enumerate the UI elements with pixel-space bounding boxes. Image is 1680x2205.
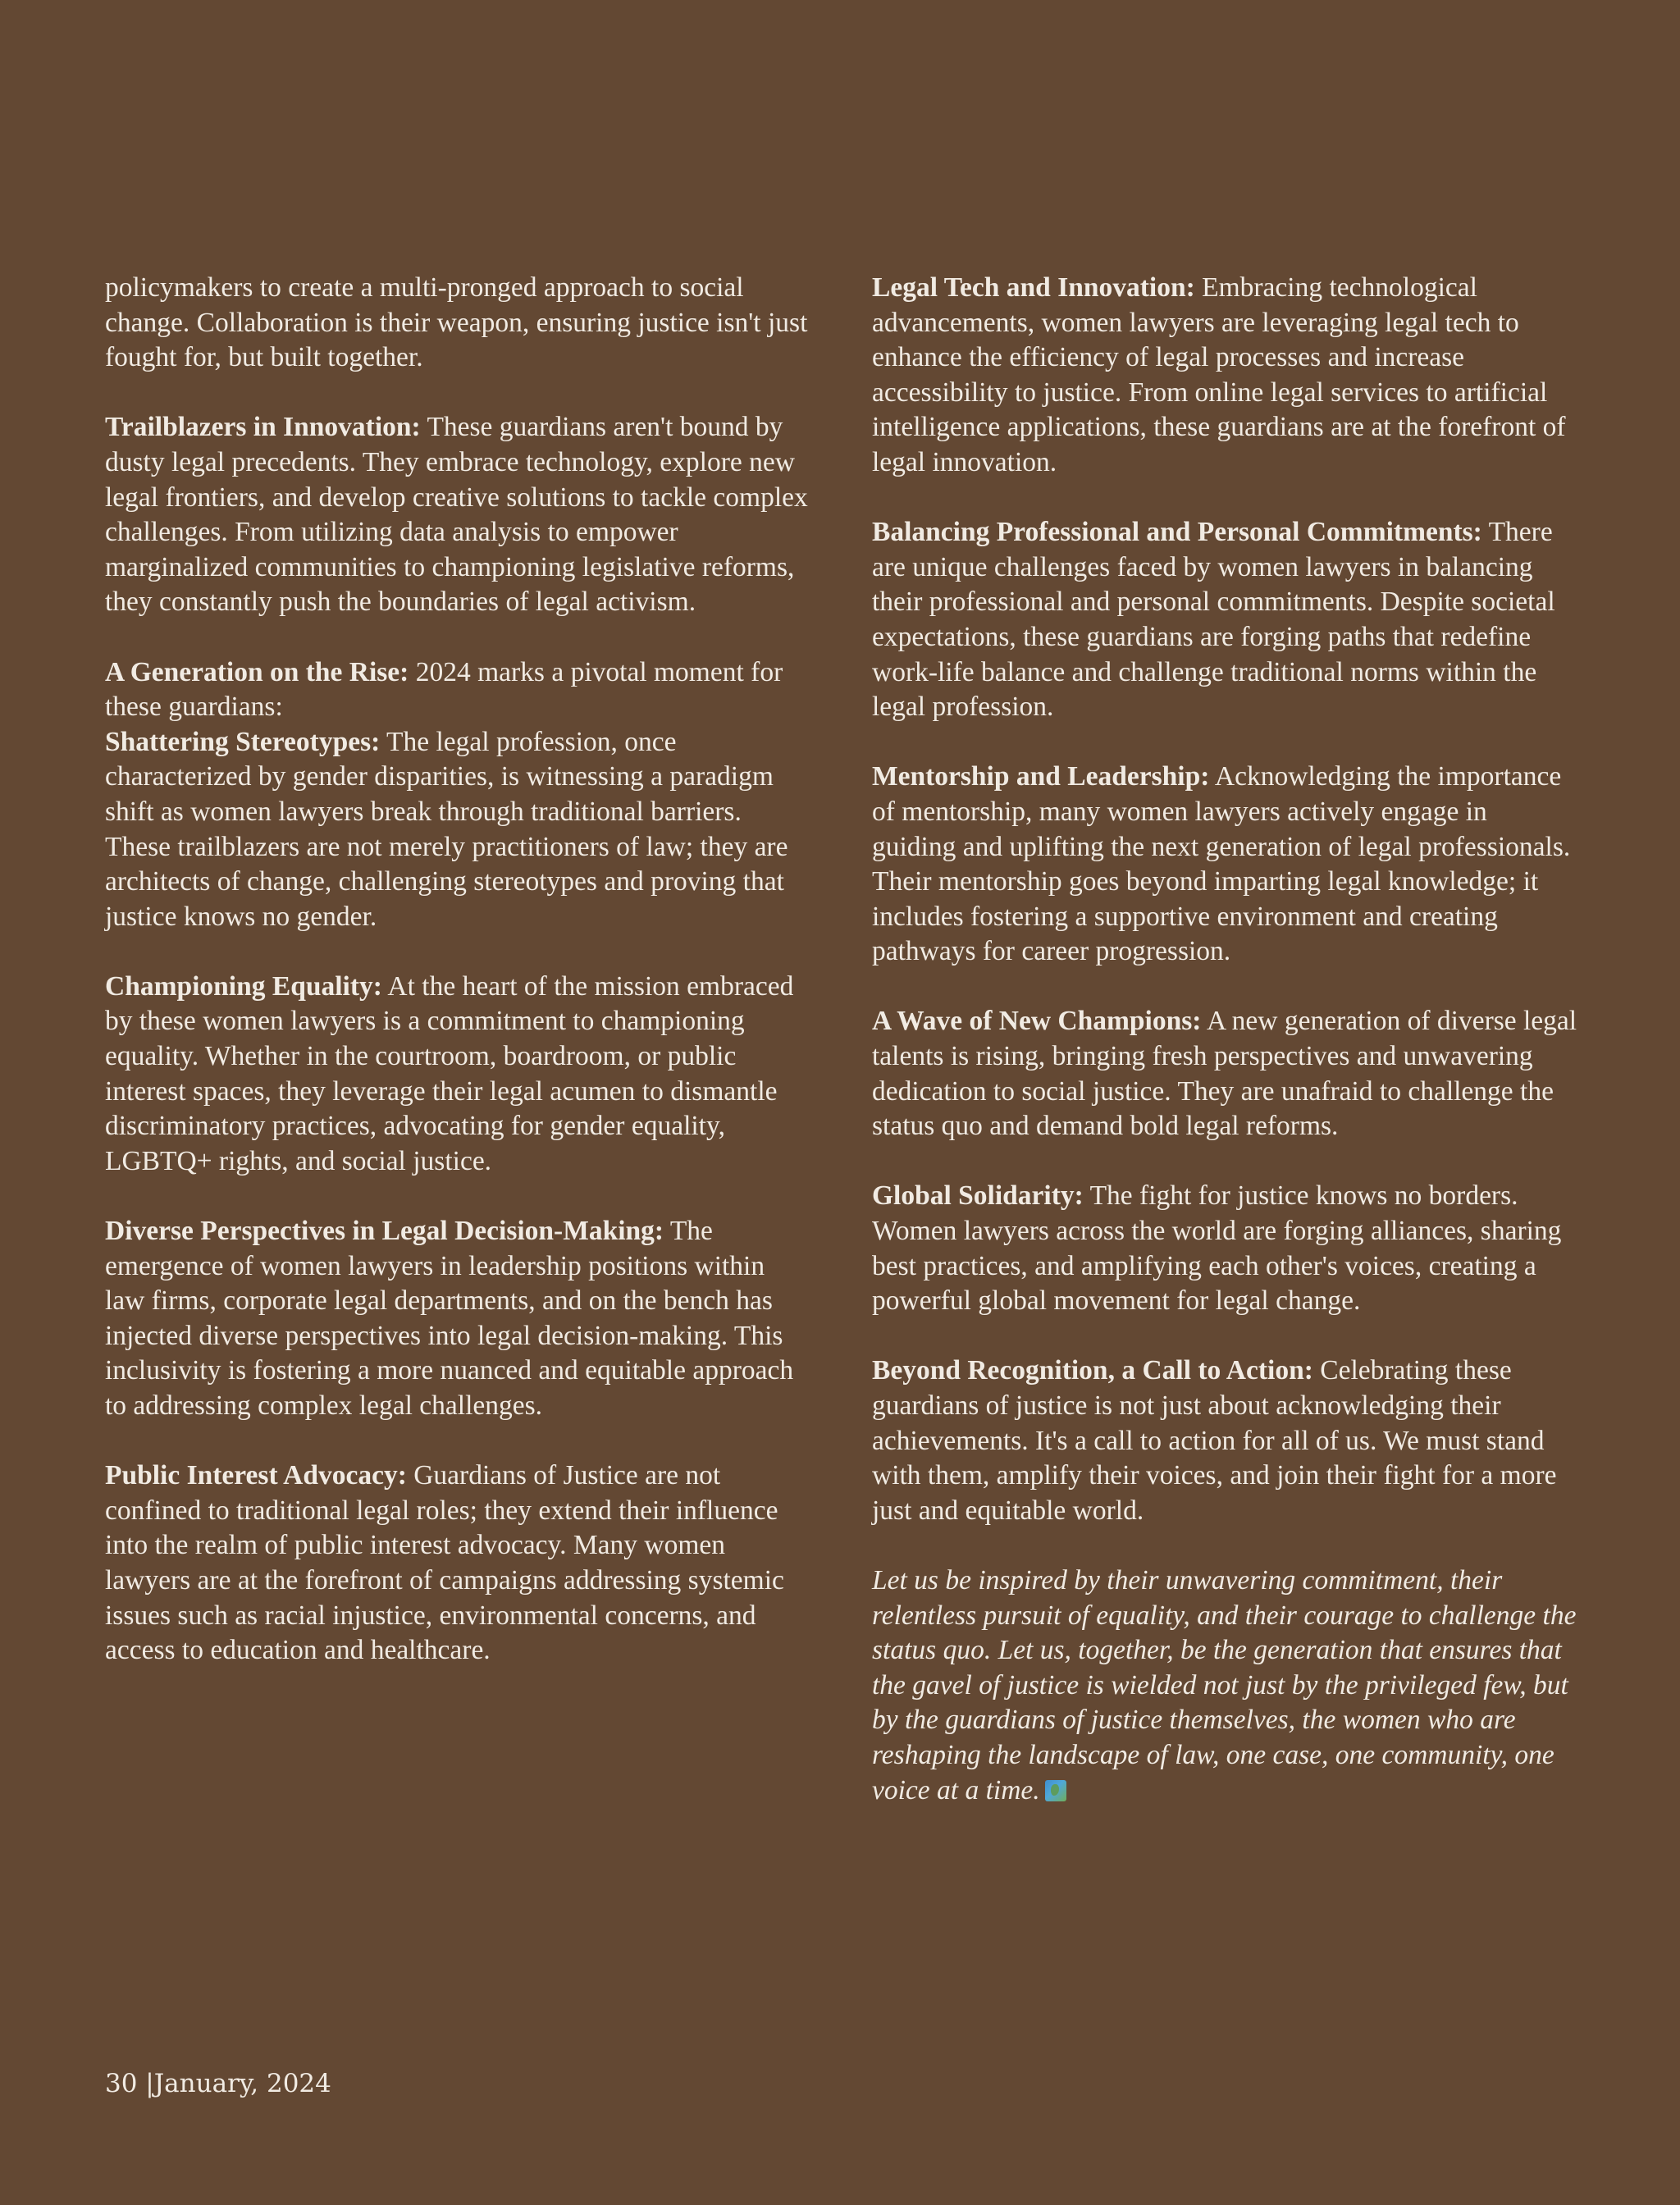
paragraph-text: policymakers to create a multi-pronged approach to social change. Collaboration is their weapon, ensuring justice isn't just fought for, but built together. [105,272,808,373]
left-column [105,271,810,1703]
paragraph-heading: Shattering Stereotypes: [105,726,381,757]
paragraph-text: The emergence of women lawyers in leadership positions within law firms, corporate legal departments, and on the bench has injected diverse perspectives into legal decision-making. This inclusivity is fostering a more nuanced and equitable approach to addressing complex legal challenges. [105,1216,794,1421]
paragraph-text: The fight for justice knows no borders. Women lawyers across the world are forging alliances, sharing best practices, and amplifying each other's voices, creating a powerful global movement for legal change. [872,1180,1562,1317]
closing-statement [872,1564,1577,1808]
page-footer: 30 |January, 2024 [105,2069,331,2098]
paragraph-legal-tech [872,271,1577,481]
paragraph-heading: A Wave of New Champions: [872,1006,1202,1037]
paragraph-heading: Public Interest Advocacy: [105,1460,407,1491]
paragraph-text: There are unique challenges faced by women lawyers in balancing their professional and personal commitments. Despite societal expectations, these guardians are forging paths that redefine work-life balance and challenge traditional norms within the legal profession. [872,517,1555,723]
paragraph-heading: Legal Tech and Innovation: [872,272,1195,303]
paragraph-public-interest [105,1459,810,1669]
paragraph-balancing-commitments [872,515,1577,725]
paragraph-text: These guardians aren't bound by dusty legal precedents. They embrace technology, explore new legal frontiers, and develop creative solutions to tackle complex challenges. From utilizing data analysis to empower marginalized communities to championing legislative reforms, they constantly push the boundaries of legal activism. [105,412,808,618]
paragraph-collaboration [105,271,810,376]
paragraph-heading: Diverse Perspectives in Legal Decision-Making: [105,1216,664,1247]
paragraph-mentorship [872,760,1577,970]
paragraph-text: A new generation of diverse legal talents is rising, bringing fresh perspectives and unwavering dedication to social justice. They are unafraid to challenge the status quo and demand bold legal reforms. [872,1006,1577,1142]
paragraph-text: At the heart of the mission embraced by these women lawyers is a commitment to championing equality. Whether in the courtroom, boardroom, or public interest spaces, they leverage their legal acumen to dismantle discriminatory practices, advocating for gender equality, LGBTQ+ rights, and social justice. [105,970,794,1176]
globe-icon [1045,1780,1066,1801]
paragraph-text: 2024 marks a pivotal moment for these guardians: [105,656,783,723]
paragraph-text: Celebrating these guardians of justice is not just about acknowledging their achievements. It's a call to action for all of us. We must stand with them, amplify their voices, and join their fight for a more just and equitable world. [872,1355,1557,1526]
paragraph-global-solidarity [872,1179,1577,1318]
paragraph-diverse-perspectives [105,1214,810,1424]
paragraph-new-champions [872,1004,1577,1144]
paragraph-call-to-action [872,1354,1577,1528]
closing-text: Let us be inspired by their unwavering commitment, their relentless pursuit of equality, and their courage to challenge the status quo. Let us, together, be the generation that ensures that the gavel of justice is wielded not just by the privileged few, but by the guardians of justice themselves, the women who are reshaping the landscape of law, one case, one community, one voice at a time. [872,1564,1577,1806]
paragraph-text: Embracing technological advancements, women lawyers are leveraging legal tech to enhance the efficiency of legal processes and increase accessibility to justice. From online legal services to artificial intelligence applications, these guardians are at the forefront of legal innovation. [872,272,1566,477]
paragraph-heading: A Generation on the Rise: [105,656,409,687]
paragraph-text: The legal profession, once characterized by gender disparities, is witnessing a paradigm shift as women lawyers break through traditional barriers. These trailblazers are not merely practitioners of law; they are architects of change, challenging stereotypes and proving that justice knows no gender. [105,726,788,932]
paragraph-generation-rise [105,655,810,725]
paragraph-heading: Mentorship and Leadership: [872,761,1210,792]
paragraph-heading: Balancing Professional and Personal Commitments: [872,517,1482,548]
paragraph-text: Guardians of Justice are not confined to traditional legal roles; they extend their influence into the realm of public interest advocacy. Many women lawyers are at the forefront of campaigns addressing systemic issues such as racial injustice, environmental concerns, and access to education and healthcare. [105,1460,784,1666]
paragraph-trailblazers [105,410,810,620]
paragraph-heading: Championing Equality: [105,970,382,1002]
paragraph-heading: Beyond Recognition, a Call to Action: [872,1355,1313,1386]
right-column [872,271,1577,1808]
paragraph-championing-equality [105,970,810,1180]
paragraph-text: Acknowledging the importance of mentorship, many women lawyers actively engage in guiding and uplifting the next generation of legal professionals. Their mentorship goes beyond imparting legal knowledge; it includes fostering a supportive environment and creating pathways for career progression. [872,761,1571,967]
paragraph-shattering-stereotypes [105,725,810,935]
paragraph-heading: Trailblazers in Innovation: [105,412,421,443]
paragraph-heading: Global Solidarity: [872,1180,1084,1212]
